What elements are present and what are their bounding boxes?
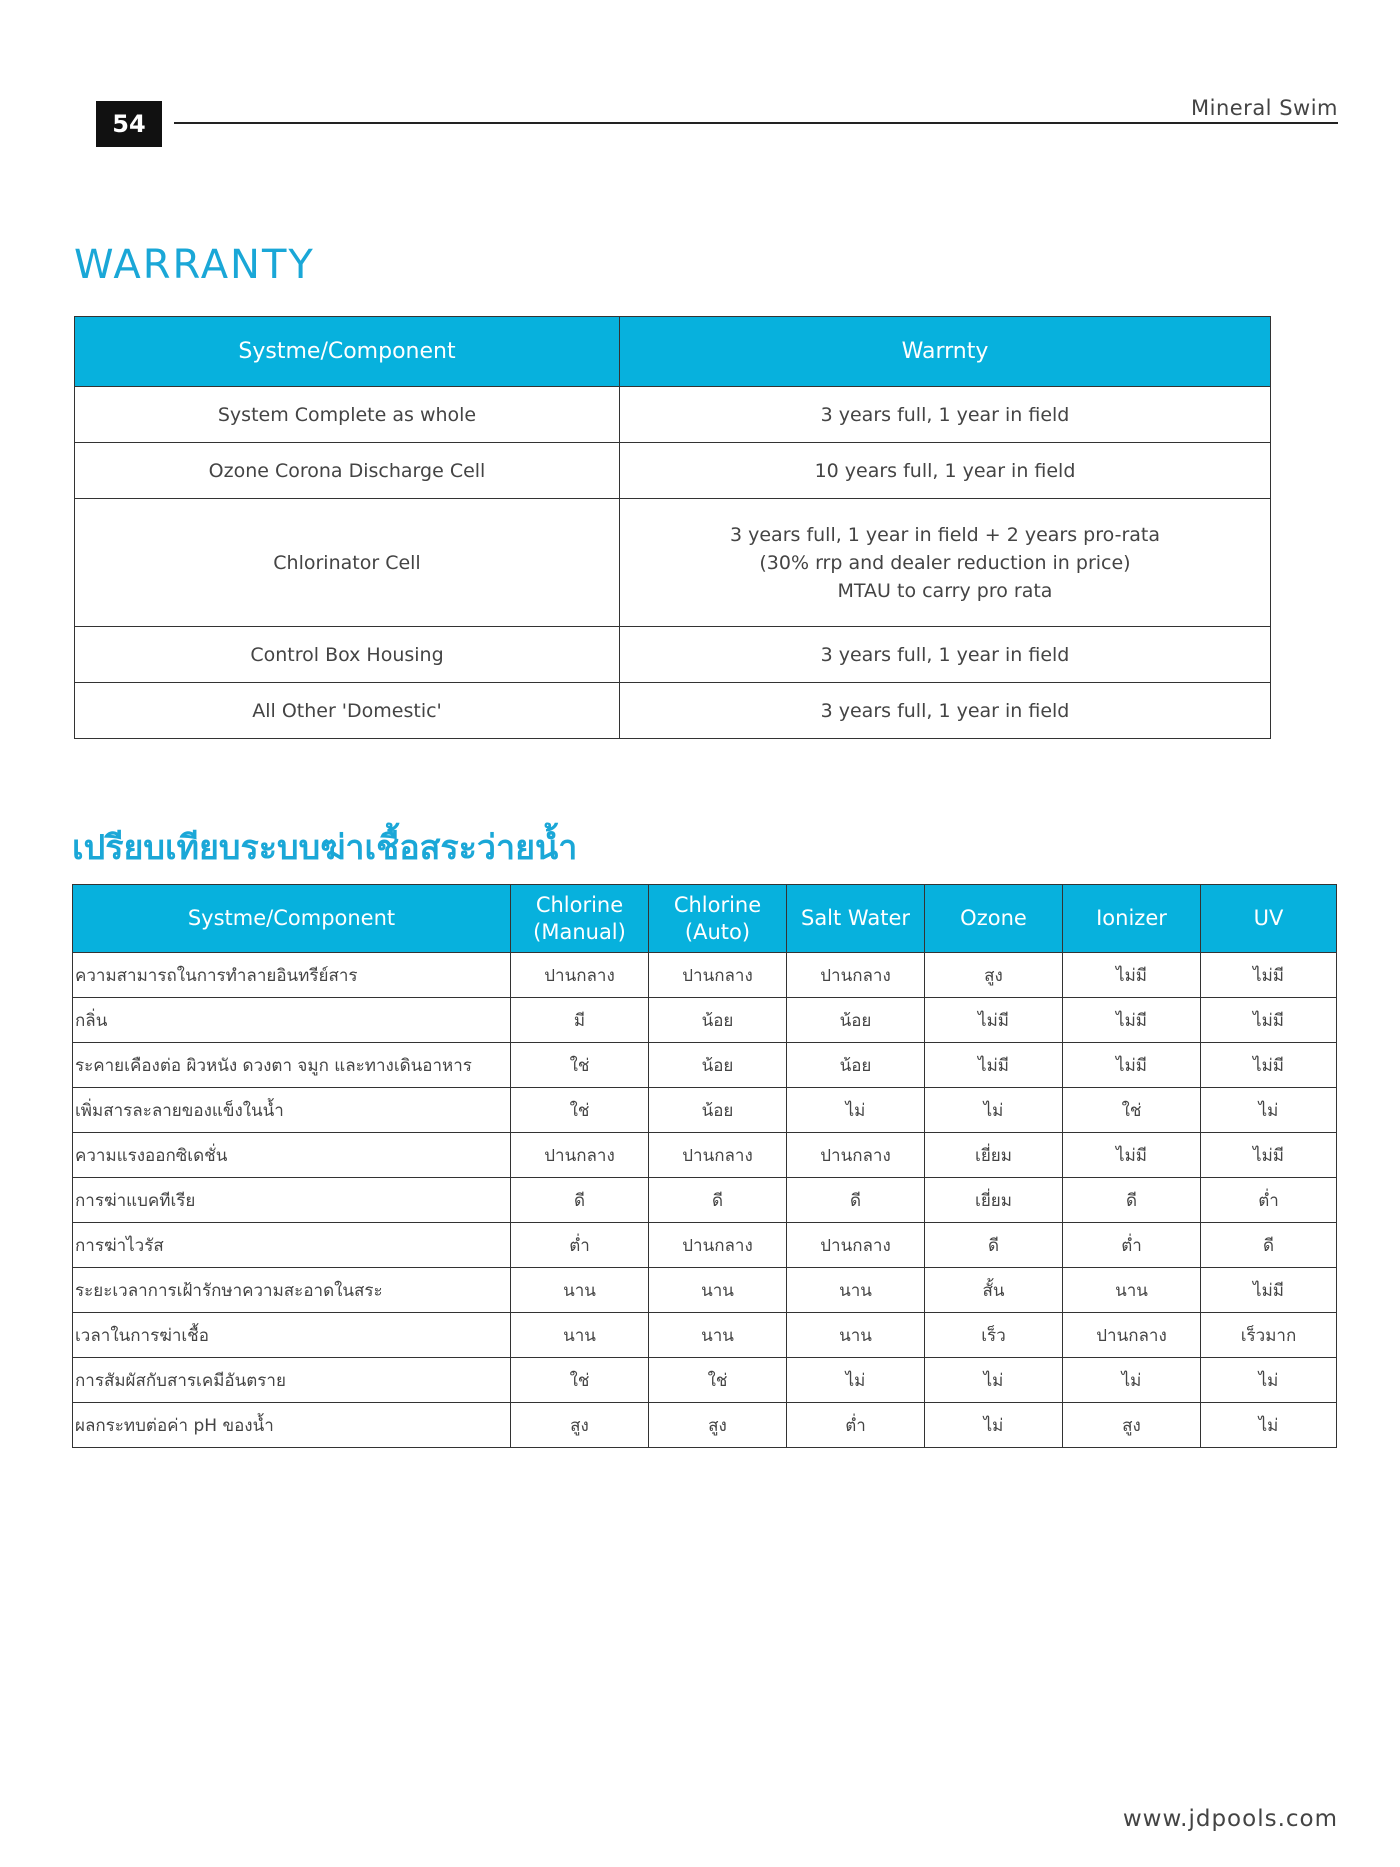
- table-cell: ไม่: [1201, 1403, 1337, 1448]
- table-row: [73, 1223, 1337, 1268]
- table-row: [73, 953, 1337, 998]
- table-row: [73, 1403, 1337, 1448]
- table-cell: ไม่: [925, 1088, 1063, 1133]
- warranty-cell: [620, 443, 1271, 499]
- warranty-line: (30% rrp and dealer reduction in price): [759, 551, 1131, 574]
- table-row: [75, 499, 1271, 627]
- table-cell: ปานกลาง: [649, 953, 787, 998]
- table-cell: ไม่มี: [1063, 953, 1201, 998]
- col-header-line: Systme/Component: [187, 906, 396, 930]
- col-header-line: Salt Water: [800, 906, 911, 930]
- table-cell: ใช่: [511, 1043, 649, 1088]
- col-header-uv: [1201, 885, 1337, 953]
- table-cell: น้อย: [649, 998, 787, 1043]
- table-cell: ปานกลาง: [787, 953, 925, 998]
- col-header-line: Ionizer: [1096, 906, 1167, 930]
- warranty-col-warranty: Warrnty: [620, 317, 1271, 387]
- col-header-ozone: [925, 885, 1063, 953]
- comparison-header-row: [73, 885, 1337, 953]
- table-cell: ปานกลาง: [511, 1133, 649, 1178]
- table-row: [73, 998, 1337, 1043]
- table-cell: น้อย: [649, 1043, 787, 1088]
- comparison-body: [73, 953, 1337, 1448]
- row-label: กลิ่น: [73, 998, 511, 1043]
- table-row: [75, 387, 1271, 443]
- table-cell: ไม่มี: [1201, 998, 1337, 1043]
- row-label: เพิ่มสารละลายของแข็งในน้ำ: [73, 1088, 511, 1133]
- col-header-line: UV: [1253, 906, 1284, 930]
- table-cell: ไม่มี: [925, 1043, 1063, 1088]
- warranty-line: 3 years full, 1 year in field: [820, 403, 1070, 426]
- table-cell: ปานกลาง: [787, 1133, 925, 1178]
- table-cell: ไม่มี: [1201, 1043, 1337, 1088]
- table-row: [75, 683, 1271, 739]
- row-label: การฆ่าไวรัส: [73, 1223, 511, 1268]
- table-cell: นาน: [511, 1313, 649, 1358]
- table-cell: สูง: [649, 1403, 787, 1448]
- table-cell: น้อย: [787, 998, 925, 1043]
- table-cell: ดี: [1063, 1178, 1201, 1223]
- table-cell: นาน: [787, 1268, 925, 1313]
- col-header-line: Chlorine: [673, 892, 762, 917]
- table-cell: สูง: [925, 953, 1063, 998]
- col-header-line: Ozone: [960, 906, 1027, 930]
- warranty-header-row: [75, 317, 1271, 387]
- table-cell: ไม่: [1201, 1088, 1337, 1133]
- table-row: [73, 1178, 1337, 1223]
- table-cell: สั้น: [925, 1268, 1063, 1313]
- table-cell: น้อย: [787, 1043, 925, 1088]
- warranty-title: WARRANTY: [74, 242, 315, 288]
- table-row: [75, 627, 1271, 683]
- table-cell: ไม่มี: [1063, 1133, 1201, 1178]
- warranty-cell: [620, 499, 1271, 627]
- table-cell: นาน: [511, 1268, 649, 1313]
- warranty-cell: [620, 387, 1271, 443]
- row-label: ระยะเวลาการเฝ้ารักษาความสะอาดในสระ: [73, 1268, 511, 1313]
- table-cell: ไม่มี: [925, 998, 1063, 1043]
- warranty-line: 3 years full, 1 year in field + 2 years pro-rata: [729, 523, 1161, 546]
- row-label: การฆ่าแบคทีเรีย: [73, 1178, 511, 1223]
- table-cell: ต่ำ: [1063, 1223, 1201, 1268]
- component-cell: System Complete as whole: [75, 387, 620, 443]
- table-row: [73, 1088, 1337, 1133]
- col-header-ionizer: [1063, 885, 1201, 953]
- warranty-line: 3 years full, 1 year in field: [820, 699, 1070, 722]
- warranty-line: MTAU to carry pro rata: [837, 579, 1053, 602]
- table-cell: ปานกลาง: [649, 1223, 787, 1268]
- component-cell: All Other 'Domestic': [75, 683, 620, 739]
- warranty-line: 10 years full, 1 year in field: [814, 459, 1076, 482]
- row-label: ระคายเคืองต่อ ผิวหนัง ดวงตา จมูก และทางเดินอาหาร: [73, 1043, 511, 1088]
- table-cell: นาน: [649, 1313, 787, 1358]
- table-cell: ไม่: [925, 1403, 1063, 1448]
- component-cell: Ozone Corona Discharge Cell: [75, 443, 620, 499]
- table-row: [75, 443, 1271, 499]
- table-cell: ปานกลาง: [787, 1223, 925, 1268]
- table-cell: ไม่มี: [1201, 1133, 1337, 1178]
- header-rule: [174, 122, 1338, 124]
- table-cell: เร็ว: [925, 1313, 1063, 1358]
- table-cell: ใช่: [511, 1358, 649, 1403]
- table-cell: ไม่: [1201, 1358, 1337, 1403]
- table-row: [73, 1268, 1337, 1313]
- table-cell: เยี่ยม: [925, 1133, 1063, 1178]
- table-row: [73, 1358, 1337, 1403]
- warranty-cell: [620, 683, 1271, 739]
- table-cell: ไม่มี: [1201, 1268, 1337, 1313]
- table-cell: ปานกลาง: [1063, 1313, 1201, 1358]
- warranty-line: 3 years full, 1 year in field: [820, 643, 1070, 666]
- table-cell: ไม่มี: [1063, 1043, 1201, 1088]
- warranty-cell: [620, 627, 1271, 683]
- col-header-component: [73, 885, 511, 953]
- table-cell: นาน: [787, 1313, 925, 1358]
- comparison-title: เปรียบเทียบระบบฆ่าเชื้อสระว่ายน้ำ: [72, 828, 578, 868]
- table-row: [73, 1133, 1337, 1178]
- table-cell: ไม่มี: [1063, 998, 1201, 1043]
- website-url: www.jdpools.com: [1122, 1806, 1338, 1832]
- col-header-chlorine-manual: [511, 885, 649, 953]
- col-header-chlorine-auto: [649, 885, 787, 953]
- table-cell: ใช่: [511, 1088, 649, 1133]
- table-cell: ต่ำ: [511, 1223, 649, 1268]
- col-header-line: (Auto): [684, 919, 751, 944]
- table-cell: มี: [511, 998, 649, 1043]
- table-cell: ดี: [925, 1223, 1063, 1268]
- col-header-salt-water: [787, 885, 925, 953]
- table-cell: นาน: [649, 1268, 787, 1313]
- table-cell: เยี่ยม: [925, 1178, 1063, 1223]
- table-cell: ต่ำ: [787, 1403, 925, 1448]
- brand-name: Mineral Swim: [1191, 96, 1338, 120]
- col-header-line: Chlorine: [535, 892, 624, 917]
- row-label: การสัมผัสกับสารเคมีอันตราย: [73, 1358, 511, 1403]
- row-label: ความแรงออกซิเดชั่น: [73, 1133, 511, 1178]
- table-cell: ดี: [787, 1178, 925, 1223]
- table-cell: สูง: [1063, 1403, 1201, 1448]
- warranty-col-component: Systme/Component: [75, 317, 620, 387]
- table-cell: ไม่: [787, 1088, 925, 1133]
- page-number: 54: [96, 101, 162, 147]
- table-cell: ดี: [511, 1178, 649, 1223]
- table-cell: ไม่: [787, 1358, 925, 1403]
- table-cell: ใช่: [1063, 1088, 1201, 1133]
- table-cell: ไม่มี: [1201, 953, 1337, 998]
- row-label: ความสามารถในการทำลายอินทรีย์สาร: [73, 953, 511, 998]
- comparison-table: [72, 884, 1337, 1448]
- table-row: [73, 1043, 1337, 1088]
- table-cell: ปานกลาง: [649, 1133, 787, 1178]
- table-row: [73, 1313, 1337, 1358]
- component-cell: Control Box Housing: [75, 627, 620, 683]
- table-cell: ดี: [1201, 1223, 1337, 1268]
- component-cell: Chlorinator Cell: [75, 499, 620, 627]
- table-cell: ต่ำ: [1201, 1178, 1337, 1223]
- table-cell: สูง: [511, 1403, 649, 1448]
- table-cell: ปานกลาง: [511, 953, 649, 998]
- col-header-line: (Manual): [533, 919, 626, 944]
- row-label: ผลกระทบต่อค่า pH ของน้ำ: [73, 1403, 511, 1448]
- table-cell: นาน: [1063, 1268, 1201, 1313]
- row-label: เวลาในการฆ่าเชื้อ: [73, 1313, 511, 1358]
- table-cell: ไม่: [925, 1358, 1063, 1403]
- table-cell: ใช่: [649, 1358, 787, 1403]
- warranty-table: [74, 316, 1271, 739]
- table-cell: เร็วมาก: [1201, 1313, 1337, 1358]
- table-cell: น้อย: [649, 1088, 787, 1133]
- table-cell: ไม่: [1063, 1358, 1201, 1403]
- table-cell: ดี: [649, 1178, 787, 1223]
